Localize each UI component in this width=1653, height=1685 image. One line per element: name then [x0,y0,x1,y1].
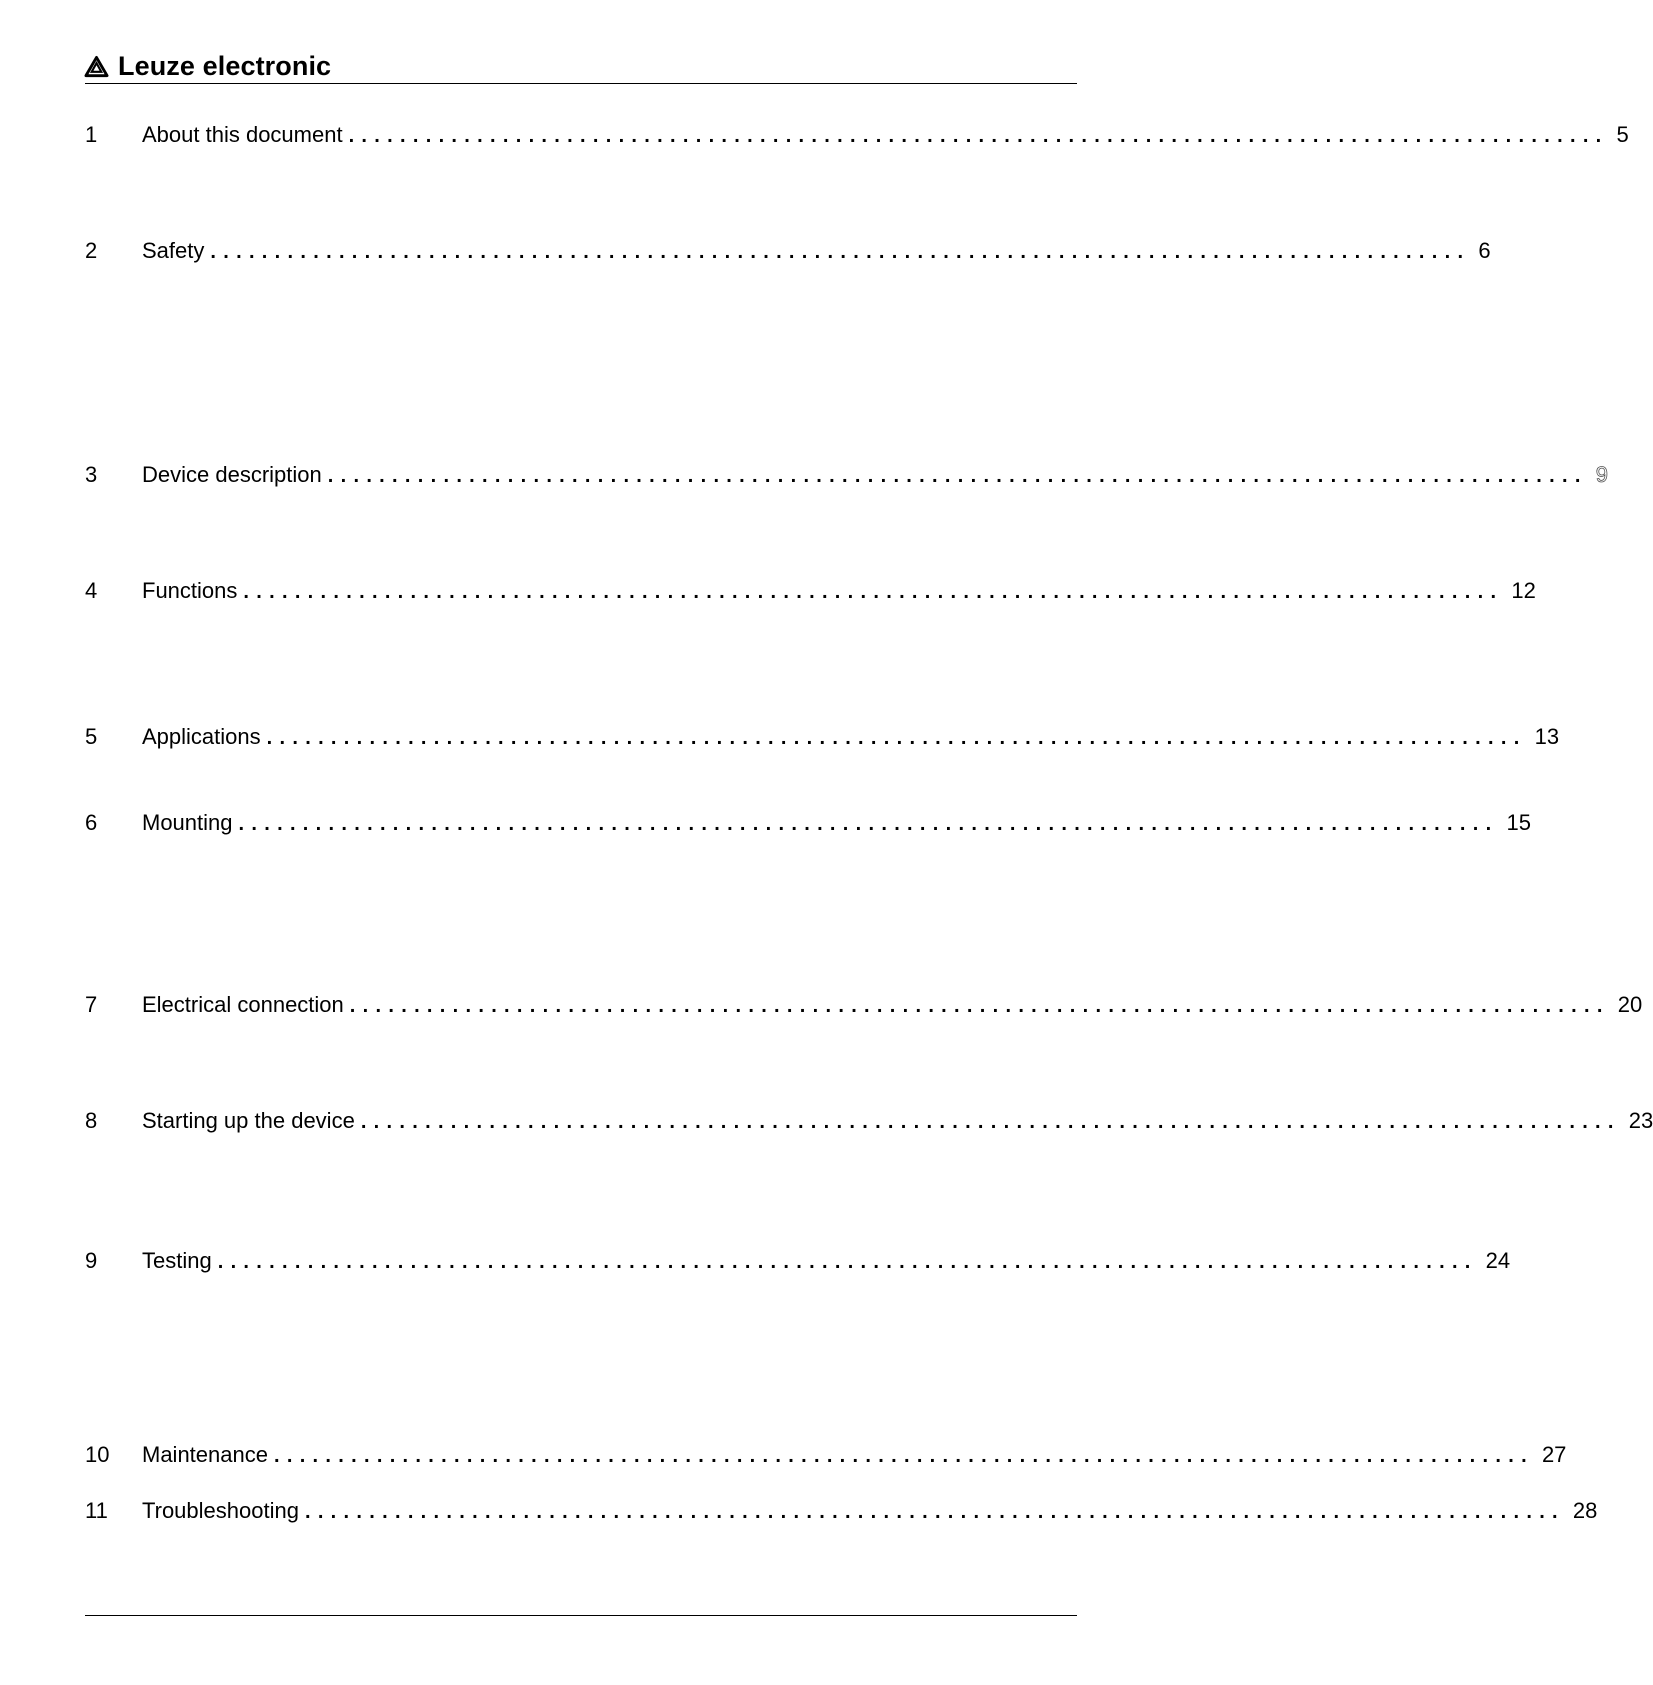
toc-dot-leader: .................................................................................................. [304,1501,1565,1523]
toc-dot-leader: .................................................................................................. [266,727,1527,749]
toc-number: 10 [85,1442,110,1467]
toc-number: 3 [85,462,98,487]
toc-entry[interactable] [85,1440,1567,1470]
brand-logo [85,50,331,83]
toc-number: 8 [85,1108,98,1133]
toc-entry[interactable] [85,576,1536,606]
toc-page-number[interactable]: 15 [1506,810,1531,835]
toc-entry[interactable] [85,722,1560,752]
toc-dot-leader: .................................................................................................. [217,1251,1478,1273]
footer-rule [85,1615,1077,1616]
toc-number: 6 [85,810,98,835]
toc-number: 9 [85,1248,98,1273]
toc-title[interactable]: Applications [142,724,261,749]
toc-title[interactable]: Functions [142,578,238,603]
toc-dot-leader: .................................................................................................. [238,813,1499,835]
toc-dot-leader: .................................................................................................. [243,581,1504,603]
toc-dot-leader: .................................................................................................. [349,995,1610,1017]
brand-name: Leuze electronic [118,51,332,81]
toc-title[interactable]: Testing [142,1248,212,1273]
toc-dot-leader: .................................................................................................. [348,125,1609,147]
toc-page-number[interactable]: 24 [1485,1248,1511,1273]
toc-number: 5 [85,724,98,749]
toc-entry[interactable] [85,120,1629,150]
toc-number: 7 [85,992,98,1017]
toc-title[interactable]: Device description [142,462,322,487]
toc-dot-leader: .................................................................................................. [360,1111,1621,1133]
toc-number: 4 [85,578,98,603]
toc-page-number[interactable]: 23 [1628,1108,1653,1133]
toc-entry[interactable] [85,1106,1653,1136]
toc-page-number[interactable]: 27 [1541,1442,1567,1467]
toc-page-number[interactable]: 13 [1534,724,1560,749]
page-header [85,50,1077,84]
toc-number: 11 [85,1498,108,1523]
toc-entry[interactable] [85,1246,1511,1276]
leuze-triangle-icon [85,56,108,78]
toc-entry[interactable] [85,990,1643,1020]
toc-title[interactable]: Electrical connection [142,992,344,1017]
toc-entry[interactable] [85,1496,1598,1526]
toc-page-number[interactable]: 20 [1617,992,1643,1017]
toc-title[interactable]: Maintenance [142,1442,268,1467]
toc-number: 2 [85,238,98,263]
toc-number: 1 [85,122,98,147]
toc-page-number[interactable]: 9 [1595,462,1608,487]
toc-dot-leader: .................................................................................................. [273,1445,1534,1467]
toc-title[interactable]: Troubleshooting [142,1498,299,1523]
toc-entry[interactable] [85,460,1608,490]
toc-title[interactable]: Safety [142,238,205,263]
toc-entry[interactable] [85,808,1531,838]
toc-dot-leader: .................................................................................................. [210,241,1471,263]
toc-title[interactable]: Mounting [142,810,233,835]
toc-page-number[interactable]: 28 [1572,1498,1598,1523]
toc-page-number[interactable]: 5 [1616,122,1629,147]
toc-page-number[interactable]: 12 [1511,578,1536,603]
toc-entry[interactable] [85,236,1491,266]
toc-page-number[interactable]: 6 [1478,238,1491,263]
toc-dot-leader: .................................................................................................. [327,465,1588,487]
toc-title[interactable]: Starting up the device [142,1108,355,1133]
toc-title[interactable]: About this document [142,122,343,147]
